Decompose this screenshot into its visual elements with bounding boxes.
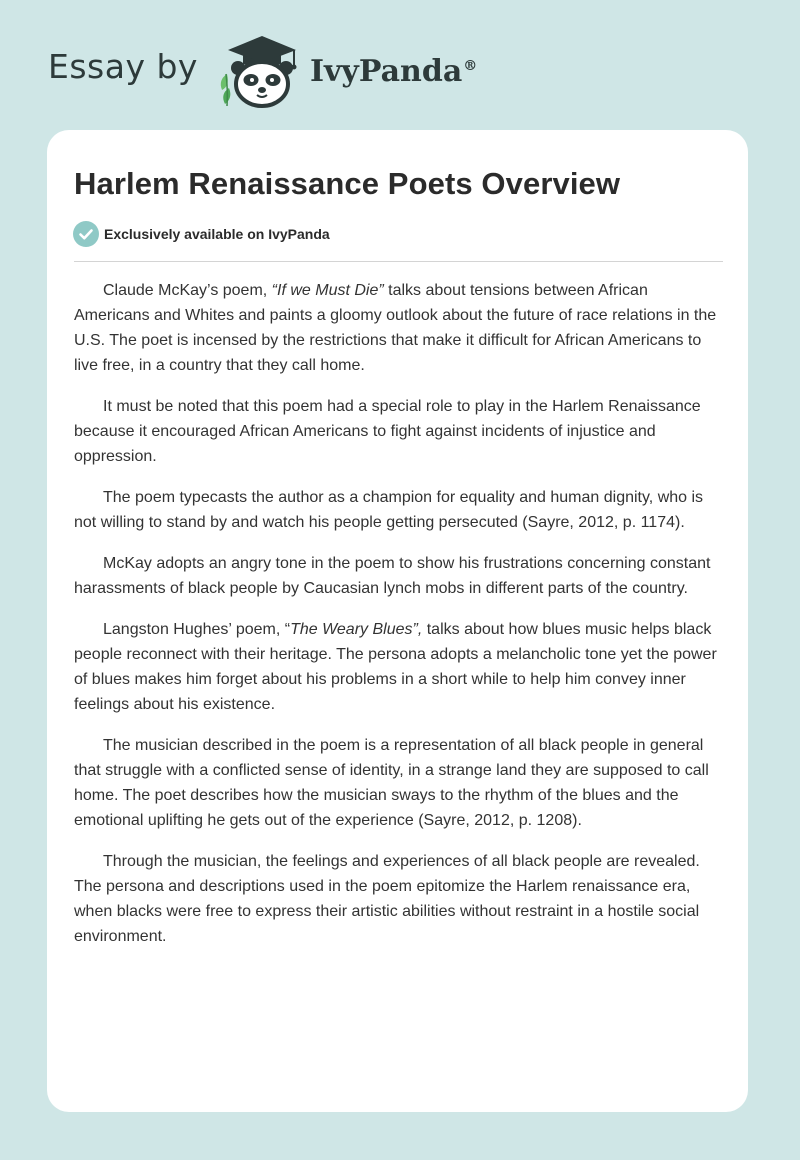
brand-name-text: IvyPanda — [309, 53, 463, 89]
paragraph — [74, 617, 724, 717]
site-header — [48, 30, 477, 110]
paragraph — [74, 849, 724, 949]
paragraph-italic: “If we Must Die” — [271, 282, 384, 299]
panda-graduate-logo-icon[interactable] — [214, 30, 306, 110]
paragraph-text: The musician described in the poem is a representation of all black people in general that struggle with a conflicted sense of identity, in a strange land they are supposed to call home. The poet describes how the musician sways to the rhythm of the blues and the emotional uplifting he gets out of the experience (Sayre, 2012, p. 1208). — [74, 737, 709, 829]
registered-mark: ® — [463, 57, 478, 74]
paragraph-italic: The Weary Blues”, — [290, 621, 423, 638]
paragraph-text: Claude McKay’s poem, — [103, 282, 272, 299]
check-circle-icon — [73, 221, 99, 247]
page-title: Harlem Renaissance Poets Overview — [74, 166, 621, 201]
paragraph-text: Through the musician, the feelings and experiences of all black people are revealed. The persona and descriptions used in the poem epitomize the Harlem renaissance era, when blacks were free to express their artistic abilities without restraint in a hostile social environment. — [74, 853, 700, 945]
paragraph-text: It must be noted that this poem had a special role to play in the Harlem Renaissance because it encouraged African Americans to fight against incidents of injustice and oppression. — [74, 398, 701, 465]
paragraph-text: Langston Hughes’ poem, “ — [103, 621, 291, 638]
paragraph — [74, 278, 724, 378]
essay-card — [47, 130, 748, 1112]
essay-body — [74, 278, 724, 965]
essay-by-label: Essay by — [48, 46, 198, 86]
paragraph-text: McKay adopts an angry tone in the poem to show his frustrations concerning constant harassments of black people by Caucasian lynch mobs in different parts of the country. — [74, 555, 711, 597]
paragraph — [74, 733, 724, 833]
paragraph-text: talks about tensions between African Americans and Whites and paints a gloomy outlook about the future of race relations in the U.S. The poet is incensed by the restrictions that make it difficult for African Americans to live free, in a country that they call home. — [74, 282, 717, 374]
title-divider — [74, 261, 723, 262]
paragraph — [74, 485, 724, 535]
paragraph — [74, 551, 724, 601]
exclusive-badge — [73, 221, 330, 247]
paragraph — [74, 394, 724, 469]
brand-name[interactable] — [310, 54, 477, 89]
paragraph-text: The poem typecasts the author as a champion for equality and human dignity, who is not willing to stand by and watch his people getting persecuted (Sayre, 2012, p. 1174). — [74, 489, 704, 531]
paragraph-text: talks about how blues music helps black people reconnect with their heritage. The persona adopts a melancholic tone yet the power of blues makes him forget about his problems in a short while to help him convey inner feelings about his existence. — [74, 621, 717, 713]
exclusive-badge-text: Exclusively available on IvyPanda — [104, 226, 330, 242]
